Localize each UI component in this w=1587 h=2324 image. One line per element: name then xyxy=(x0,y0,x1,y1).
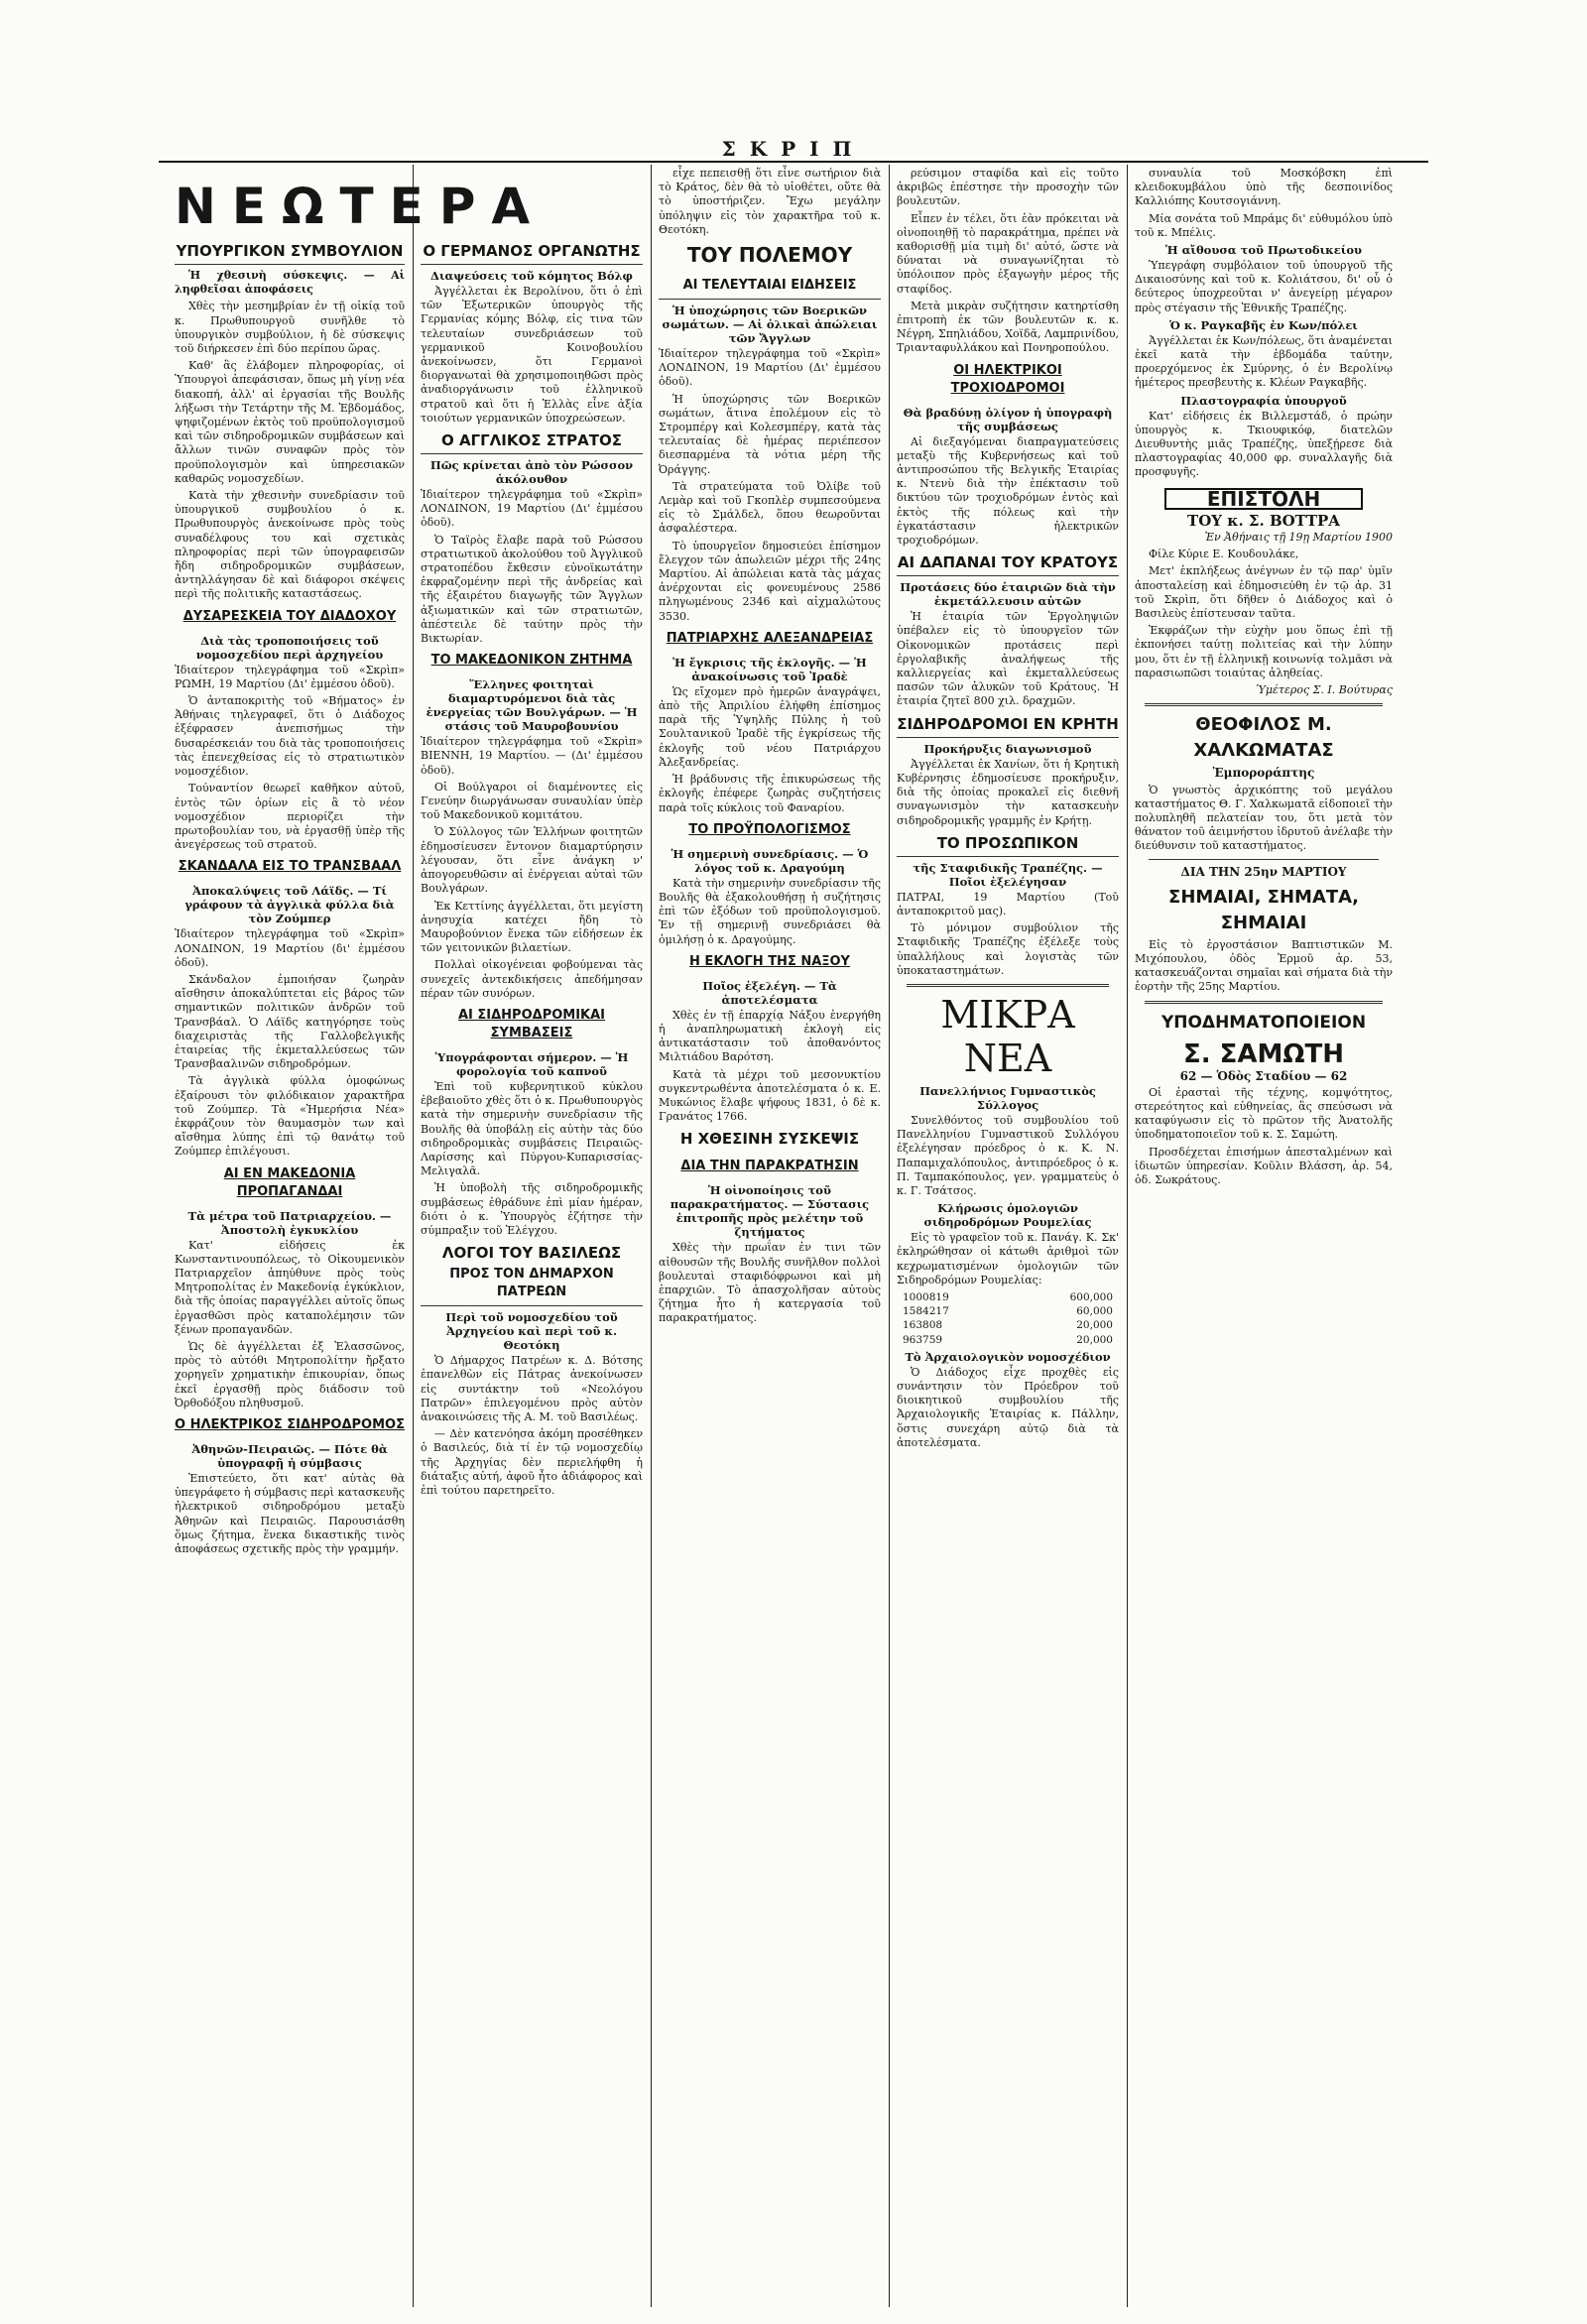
column-2 xyxy=(421,167,643,2324)
dateline: Ἰδιαίτερον τηλεγράφημα τοῦ «Σκρὶπ» ΛΟΝΔΙΝΟΝ, 19 Μαρτίου (δι' ἐμμέσου ὁδοῦ). xyxy=(175,927,405,969)
article-subhead: Ἕλληνες φοιτηταὶ διαμαρτυρόμενοι διὰ τὰς ἐνεργείας τῶν Βουλγάρων. — Ἡ στάσις τοῦ Μαυροβουνίου xyxy=(426,677,638,734)
lottery-table xyxy=(897,1290,1119,1347)
table-row xyxy=(897,1290,1119,1304)
article-text: Ὁ Ταϊρὸς ἔλαβε παρὰ τοῦ Ρώσσου στρατιωτικοῦ ἀκολούθου τοῦ Ἀγγλικοῦ στρατοπέδου ἔκθεσιν εὐνοϊκωτάτην ἐκφραζομένην περὶ τῆς ἀνδρείας καὶ τῆς ἐξαιρέτου διαγωγῆς τῶν Ἄγγλων ἀξιωματικῶν καὶ τῶν στρατιωτῶν, ἀπέστειλε δὲ ταύτην πρὸς τὴν Βικτωρίαν. xyxy=(421,533,643,646)
section-heading: ΛΟΓΟΙ ΤΟΥ ΒΑΣΙΛΕΩΣ xyxy=(441,1244,622,1263)
article-subhead: Ἡ οἰνοποίησις τοῦ παρακρατήματος. — Σύστασις ἐπιτροπῆς πρὸς μελέτην τοῦ ζητήματος xyxy=(670,1183,870,1240)
section-heading: ΣΚΑΝΔΑΛΑ ΕΙΣ ΤΟ ΤΡΑΝΣΒΑΑΛ xyxy=(178,859,402,875)
article-subhead: Πλαστογραφία ὑπουργοῦ xyxy=(1180,393,1347,408)
dateline: ΠΑΤΡΑΙ, 19 Μαρτίου (Τοῦ ἀνταποκριτοῦ μας). xyxy=(897,890,1119,917)
table-cell: 600,000 xyxy=(1069,1290,1113,1303)
section-heading: ΤΟ ΠΡΟΫΠΟΛΟΓΙΣΜΟΣ xyxy=(688,821,851,837)
letter-salutation: Φίλε Κύριε Ε. Κουδουλάκε, xyxy=(1149,548,1299,561)
divider xyxy=(1149,859,1379,860)
section-heading: Η ΧΘΕΣΙΝΗ ΣΥΣΚΕΨΙΣ xyxy=(679,1130,860,1149)
article-subhead: Ἀποκαλύψεις τοῦ Λάϊδς. — Τί γράφουν τὰ ἀγγλικὰ φύλλα διὰ τὸν Ζούμπερ xyxy=(184,884,395,926)
article-subhead: Ὑπογράφονται σήμερον. — Ἡ φορολογία τοῦ καπνοῦ xyxy=(434,1049,629,1078)
section-heading: Η ΕΚΛΟΓΗ ΤΗΣ ΝΑΞΟΥ xyxy=(689,953,850,969)
table-cell: 1000819 xyxy=(903,1290,949,1303)
section-heading: ΤΟ ΜΑΚΕΔΟΝΙΚΟΝ ΖΗΤΗΜΑ xyxy=(430,653,633,669)
dateline: Ἰδιαίτερον τηλεγράφημα τοῦ «Σκρὶπ» ΛΟΝΔΙΝΟΝ, 19 Μαρτίου (Δι' ἐμμέσου ὁδοῦ). xyxy=(421,488,643,530)
article-text: Ὁ Δήμαρχος Πατρέων κ. Δ. Βότσης ἐπανελθὼν εἰς Πάτρας ἀνεκοίνωσεν εἰς συντάκτην τοῦ «Νεολόγου Πατρῶν» ἐπιλεγομένου πρὸς αὐτὸν ἀνακοινώσεις τῆς Α. Μ. τοῦ Βασιλέως. xyxy=(421,1354,643,1423)
section-heading: ΑΙ ΤΕΛΕΥΤΑΙΑΙ ΕΙΔΗΣΕΙΣ xyxy=(659,277,881,300)
article-subhead: Διαψεύσεις τοῦ κόμητος Βόλφ xyxy=(430,269,633,283)
article-text: Οἱ Βούλγαροι οἱ διαμένοντες εἰς Γενεύην διωργάνωσαν συναυλίαν ὑπὲρ τοῦ Μακεδονικοῦ κομιτάτου. xyxy=(421,780,643,822)
article-text: Ἀγγέλλεται ἐκ Χανίων, ὅτι ἡ Κρητικὴ Κυβέρνησις ἐδημοσίευσε προκήρυξιν, διὰ τῆς ὁποίας προκαλεῖ εἰς διεθνῆ συναγωνισμὸν τὴν κατασκευὴν σιδηροδρομικῆς γραμμῆς ἐν Κρήτῃ. xyxy=(897,757,1119,827)
article-text: Σκάνδαλον ἐμποιήσαν ζωηρὰν αἴσθησιν ἀποκαλύπτεται εἰς βάρος τῶν σημαντικῶν πολιτικῶν ἀνδρῶν τοῦ Τρανσβάαλ. Ὁ Λάϊδς κατηγόρησε τοὺς διαχειριστὰς τῆς Γαλλοβελγικῆς ἑταιρείας τῆς ἐκμεταλλεύσεως τῶν Τρανσβααλινῶν σιδηροδρόμων. xyxy=(175,972,405,1071)
column-5 xyxy=(1135,167,1393,2324)
article-subhead: Προτάσεις δύο ἑταιριῶν διὰ τὴν ἐκμετάλλευσιν αὐτῶν xyxy=(900,580,1116,609)
ad-subtitle: Ἐμποροράπτης xyxy=(1212,766,1315,781)
section-heading: ΥΠΟΥΡΓΙΚΟΝ ΣΥΜΒΟΥΛΙΟΝ xyxy=(175,242,405,265)
table-cell: 963759 xyxy=(903,1333,943,1346)
dateline: Ἰδιαίτερον τηλεγράφημα τοῦ «Σκρὶπ» ΡΩΜΗ, 19 Μαρτίου (Δι' ἐμμέσου ὁδοῦ). xyxy=(175,663,405,690)
signature: Ὑμέτερος Σ. Ι. Βούτυρας xyxy=(1256,683,1393,697)
article-text: Κατὰ τὰ μέχρι τοῦ μεσονυκτίου συγκεντρωθέντα ἀποτελέσματα ὁ κ. Ε. Μυκώνιος ἔλαβε ψήφους 1831, ὁ δὲ κ. Γρανάτος 1766. xyxy=(659,1067,881,1124)
article-text: Ἡ ὑποχώρησις τῶν Βοερικῶν σωμάτων, ἅτινα ἐπολέμουν εἰς τὸ Στρομπέργ καὶ Κολεσμπέργ, κατὰ τὰς τελευταίας δὲ ἡμέρας περιέπεσον διεσπαρμένα τὰ νότια μέρη τῆς Ὀράγγης. xyxy=(659,392,881,476)
article-text: Τὰ στρατεύματα τοῦ Ὀλίβε τοῦ Λεμὰρ καὶ τοῦ Γκοπλὲρ συμπεσούμενα εἰς τὸ Σμάλδελ, ὅπου θεωροῦνται ἀσφαλέστερα. xyxy=(659,479,881,536)
article-text: Μετ' ἐκπλήξεως ἀνέγνων ἐν τῷ παρ' ὑμῖν ἀποσταλείσῃ καὶ ἐδημοσιεύθη ἐν τῷ ἀρ. 31 τοῦ Σκρὶπ, ὅτι δῆθεν ὁ Διάδοχος καὶ ὁ Βασιλεὺς ἐπίστευσαν ταῦτα. xyxy=(1135,564,1393,621)
article-subhead: τῆς Σταφιδικῆς Τραπέζης. — Ποῖοι ἐξελέγησαν xyxy=(913,860,1103,889)
article-text: Χθὲς τὴν μεσημβρίαν ἐν τῇ οἰκίᾳ τοῦ κ. Πρωθυπουργοῦ συνῆλθε τὸ ὑπουργικὸν συμβούλιον, ἡ δὲ σύσκεψις τοῦ διήρκεσεν ἐπὶ δύο περίπου ὥρας. xyxy=(175,300,405,356)
article-subhead: Ὁ κ. Ραγκαβῆς ἐν Κων/πόλει xyxy=(1169,317,1358,332)
article-text: Τὸ μόνιμον συμβούλιον τῆς Σταφιδικῆς Τραπέζης ἐξέλεξε τοὺς ὑπαλλήλους καὶ λογιστὰς τῶν ὑποκαταστημάτων. xyxy=(897,921,1119,977)
divider xyxy=(1145,1001,1383,1004)
article-text: Κατὰ τὴν σημερινὴν συνεδρίασιν τῆς Βουλῆς θὰ ἐξακολουθήσῃ ἡ συζήτησις ἐπὶ τῶν ἐξόδων τοῦ προϋπολογισμοῦ. Ἐν τῇ σημερινῇ συνεδριάσει θὰ ὁμιλήσῃ ὁ κ. Δραγούμης. xyxy=(659,876,881,946)
page-title: ΝΕΩΤΕΡΑ xyxy=(175,178,547,235)
article-text: Κατὰ τὴν χθεσινὴν συνεδρίασιν τοῦ ὑπουργικοῦ συμβουλίου ὁ κ. Πρωθυπουργὸς ἀνεκοίνωσε πρὸς τοὺς συναδέλφους του καὶ σχετικὰς πληροφορίας περὶ τῶν ὑπογραφεισῶν ἤδη σιδηροδρομικῶν συμβάσεων, ἀντηλλάγησαν δὲ καὶ διάφοροι σκέψεις περὶ τῆς πολιτικῆς καταστάσεως. xyxy=(175,489,405,601)
article-text: Τὸ ὑπουργεῖον δημοσιεύει ἐπίσημον ἔλεγχον τῶν ἀπωλειῶν μέχρι τῆς 24ης Μαρτίου. Αἱ ἀπώλειαι κατὰ τὰς μάχας ἀνέρχονται εἰς φονευμένους 2586 πληγωμένους 2346 καὶ αἰχμαλώτους 3530. xyxy=(659,539,881,623)
article-text: Ὡς δὲ ἀγγέλλεται ἐξ Ἐλασσῶνος, πρὸς τὸ αὐτόθι Μητροπολίτην ἤρξατο χορηγεῖν χρηματικὴν ἐπικουρίαν, ὅπως ἐκεῖ ἐργασθῇ πρὸς διάδοσιν τοῦ Ὀρθοδόξου πληθυσμοῦ. xyxy=(175,1339,405,1409)
article-subhead: Τὸ Ἀρχαιολογικὸν νομοσχέδιον xyxy=(905,1349,1111,1364)
section-heading: Ο ΓΕΡΜΑΝΟΣ ΟΡΓΑΝΩΤΗΣ xyxy=(421,242,643,265)
ad-text: Εἰς τὸ ἐργοστάσιον Βαπτιστικῶν Μ. Μιχόπουλου, ὁδὸς Ἑρμοῦ ἀρ. 53, κατασκευάζονται σημαῖαι καὶ σήματα διὰ τὴν ἑορτὴν τῆς 25ης Μαρτίου. xyxy=(1135,937,1393,994)
article-subhead: Ἀθηνῶν-Πειραιῶς. — Πότε θὰ ὑπογραφῇ ἡ σύμβασις xyxy=(191,1442,388,1470)
article-text: Ὁ ἀνταποκριτὴς τοῦ «Βήματος» ἐν Ἀθήναις τηλεγραφεῖ, ὅτι ὁ Διάδοχος ἐξέφρασεν ἀνεπισήμως τὴν δυσαρέσκειάν του διὰ τὰς τροποποιήσεις τὰς ἐπενεχθείσας εἰς τὸ στρατιωτικὸν νομοσχέδιον. xyxy=(175,694,405,779)
article-subhead: Τὰ μέτρα τοῦ Πατριαρχείου. — Ἀποστολὴ ἐγκυκλίου xyxy=(187,1208,392,1237)
column-4 xyxy=(897,167,1119,2324)
article-subhead: Ἡ σημερινὴ συνεδρίασις. — Ὁ λόγος τοῦ κ. Δραγούμη xyxy=(671,846,869,875)
section-heading: ΟΙ ΗΛΕΚΤΡΙΚΟΙ ΤΡΟΧΙΟΔΡΟΜΟΙ xyxy=(950,362,1065,396)
section-heading: ΔΙΑ ΤΗΝ ΠΑΡΑΚΡΑΤΗΣΙΝ xyxy=(680,1159,859,1174)
article-subhead: Πανελλήνιος Γυμναστικὸς Σύλλογος xyxy=(919,1083,1096,1112)
article-subhead: Ἡ ἔγκρισις τῆς ἐκλογῆς. — Ἡ ἀνακοίνωσις τοῦ Ἰραδὲ xyxy=(672,655,867,683)
article-text: Χθὲς τὴν πρωΐαν ἐν τινι τῶν αἰθουσῶν τῆς Βουλῆς συνῆλθον πολλοὶ βουλευταὶ σταφιδόφρωνοι καὶ μὴ ἐπαρχιῶν. Τὸ ἀπασχολῆσαν αὐτοὺς ζήτημα ἦτο ἡ κατεργασία τοῦ παρακρατήματος. xyxy=(659,1241,881,1325)
article-text: Ὡς εἴχομεν πρὸ ἡμερῶν ἀναγράψει, ἀπὸ τῆς Ἀπριλίου ἐλήφθη ἐπίσημος παρὰ τῆς Ὑψηλῆς Πύλης ἡ τοῦ Σουλτανικοῦ Ἰραδὲ τῆς ἐγκρίσεως τῆς ἐκλογῆς τοῦ νέου Πατριάρχου Ἀλεξανδρείας. xyxy=(659,684,881,769)
article-text: Ὑπεγράφη συμβόλαιον τοῦ ὑπουργοῦ τῆς Δικαιοσύνης καὶ τοῦ κ. Κολιάτσου, δι' οὗ ὁ δεύτερος ὑποχρεοῦται ν' ἀνεγείρῃ μέγαρον πρὸς στέγασιν τῆς Ἐθνικῆς Τραπέζης. xyxy=(1135,259,1393,314)
ad-title: Σ. ΣΑΜΩΤΗ xyxy=(1182,1039,1345,1069)
letter-author: ΤΟΥ κ. Σ. ΒΟΤΤΡΑ xyxy=(1187,511,1340,530)
article-subhead: Περὶ τοῦ νομοσχεδίου τοῦ Ἀρχηγείου καὶ περὶ τοῦ κ. Θεοτόκη xyxy=(445,1310,618,1353)
table-row xyxy=(897,1304,1119,1318)
column-3 xyxy=(659,167,881,2324)
letter-date: Ἐν Ἀθήναις τῇ 19ῃ Μαρτίου 1900 xyxy=(1204,531,1393,545)
article-text: εἶχε πεπεισθῇ ὅτι εἶνε σωτήριον διὰ τὸ Κράτος, δὲν θὰ τὸ υἱοθέτει, οὔτε θὰ τὸ ὑποστήριζεν. Ἔχω μεγάλην ὑπόληψιν εἰς τὸν χαρακτῆρα τοῦ κ. Θεοτόκη. xyxy=(659,167,881,236)
section-heading: ΤΟ ΠΡΟΣΩΠΙΚΟΝ xyxy=(897,834,1119,857)
column-divider xyxy=(889,165,890,2307)
ad-title: ΘΕΟΦΙΛΟΣ Μ. ΧΑΛΚΩΜΑΤΑΣ xyxy=(1193,714,1334,762)
article-subhead: Διὰ τὰς τροποποιήσεις τοῦ νομοσχεδίου περὶ ἀρχηγείου xyxy=(195,633,384,662)
table-cell: 1584217 xyxy=(903,1305,949,1318)
article-subhead: Προκήρυξις διαγωνισμοῦ xyxy=(923,741,1092,756)
article-text: Ὁ Σύλλογος τῶν Ἑλλήνων φοιτητῶν ἐδημοσίευσεν ἔντονον διαμαρτύρησιν λέγουσαν, ὅτι εἶνε ἀνάγκη ν' ἀπογορευθῶσιν αἱ ἐνέργειαι αὐταὶ τῶν Βουλγάρων. xyxy=(421,825,643,896)
article-text: Κατ' εἰδήσεις ἐκ Βιλλεμστάδ, ὁ πρώην ὑπουργὸς κ. Τκιουφικόφ, διατελῶν Διευθυντὴς μιᾶς Τραπέζης, ὑπεξῄρεσε διὰ πλαστογραφίας 40,000 φρ. συναλλαγῆς διὰ προσφυγῆς. xyxy=(1135,409,1393,479)
article-subhead: Πῶς κρίνεται ἀπὸ τὸν Ρώσσον ἀκόλουθον xyxy=(429,458,634,487)
article-text: Εἶπεν ἐν τέλει, ὅτι ἐὰν πρόκειται νὰ οἰνοποιηθῇ τὸ παρακράτημα, πρέπει νὰ καθορισθῇ μία τιμὴ δι' αὐτό, ὥστε νὰ δύναται νὰ συναγωνίζηται τὸ ὑπόλοιπον πρὸς ἐξαγωγὴν μέρος τῆς σταφίδος. xyxy=(897,211,1119,296)
article-text: Τούναντίον θεωρεῖ καθῆκον αὐτοῦ, ἐντὸς τῶν ὁρίων εἰς ἃ τὸ νέον νομοσχέδιον περιορίζει τὴν πρωτοβουλίαν του, νὰ ἐργασθῇ ὑπὲρ τῆς ἀνεγέρσεως τοῦ στρατοῦ. xyxy=(175,782,405,852)
section-heading: ΑΙ ΕΝ ΜΑΚΕΔΟΝΙΑ ΠΡΟΠΑΓΑΝΔΑΙ xyxy=(223,1165,356,1199)
article-subhead: Ποῖος ἐξελέγη. — Τὰ ἀποτελέσματα xyxy=(702,978,837,1007)
ad-text: Οἱ ἐρασταὶ τῆς τέχνης, κομψότητος, στερεότητος καὶ εὐθηνείας, ἃς σπεύσωσι νὰ καταφύγωσιν εἰς τὸ πρῶτον τῆς Ἀνατολῆς ὑποδηματοποιεῖον τοῦ κ. Σ. Σαμώτη. xyxy=(1135,1085,1393,1142)
article-subhead: Θὰ βραδύνῃ ὀλίγον ἡ ὑπογραφὴ τῆς συμβάσεως xyxy=(903,405,1113,433)
article-text: Μετὰ μικρὰν συζήτησιν κατηρτίσθη ἐπιτροπὴ ἐκ τῶν βουλευτῶν κ. κ. Νέγρη, Σπηλιάδου, Χοϊδᾶ, Λαμπρινίδου, Τριανταφυλλάκου καὶ Πονηροπούλου. xyxy=(897,299,1119,355)
article-text: Πολλαὶ οἰκογένειαι φοβούμεναι τὰς συνεχεῖς ἀντεκδικήσεις ἀπεδήμησαν πέραν τῶν συνόρων. xyxy=(421,958,643,1000)
column-divider xyxy=(1127,165,1128,2307)
article-text: Αἱ διεξαγόμεναι διαπραγματεύσεις μεταξὺ τῆς Κυβερνήσεως καὶ τοῦ ἀντιπροσώπου τῆς Βελγικῆς Ἑταιρίας κ. Ντενὺ διὰ τὴν ἐπέκτασιν τοῦ δικτύου τῶν τροχιοδρόμων ἐντὸς καὶ ἐκτὸς τῆς πόλεως καὶ τὴν ἐγκατάστασιν ἠλεκτρικῶν τροχιοδρόμων. xyxy=(897,434,1119,548)
section-heading: ΔΥΣΑΡΕΣΚΕΙΑ ΤΟΥ ΔΙΑΔΟΧΟΥ xyxy=(183,608,397,624)
section-heading: Ο ΑΓΓΛΙΚΟΣ ΣΤΡΑΤΟΣ xyxy=(421,431,643,454)
table-cell: 20,000 xyxy=(1076,1333,1113,1346)
article-lead: Ἡ χθεσινὴ σύσκεψις. — Αἱ ληφθεῖσαι ἀποφάσεις xyxy=(175,269,405,297)
divider xyxy=(1145,703,1383,706)
article-text: Χθὲς ἐν τῇ ἐπαρχίᾳ Νάξου ἐνεργήθη ἡ ἀναπληρωματικὴ ἐκλογὴ εἰς ἀντικατάστασιν τοῦ ἀποθανόντος Μιλτιάδου Βαρότση. xyxy=(659,1008,881,1064)
column-divider xyxy=(413,165,414,2307)
article-text: Κατ' εἰδήσεις ἐκ Κωνσταντινουπόλεως, τὸ Οἰκουμενικὸν Πατριαρχεῖον ἀπηύθυνε πρὸς τοὺς Μητροπολίτας ἐν Μακεδονίᾳ ἐγκύκλιον, διὰ τῆς ὁποίας παραγγέλλει αὐτοῖς ὅπως ἐργασθῶσι πρὸς καταπολέμησιν τῶν ξένων προπαγανδῶν. xyxy=(175,1238,405,1336)
ad-title: ΥΠΟΔΗΜΑΤΟΠΟΙΕΙΟΝ xyxy=(1160,1012,1367,1033)
ad-text: Προσδέχεται ἐπισήμων ἀπεσταλμένων καὶ ἰδιωτῶν ὑπηρεσίαν. Κοῦλιν Βλάσση, ἀρ. 54, ὁδ. Σωκράτους. xyxy=(1135,1145,1393,1186)
section-heading: ΣΙΔΗΡΟΔΡΟΜΟΙ ΕΝ ΚΡΗΤΗ xyxy=(897,715,1119,738)
article-text: Ἡ ὑποβολὴ τῆς σιδηροδρομικῆς συμβάσεως ἐθράδυνε ἐπὶ μίαν ἡμέραν, διότι ὁ κ. Ὑπουργὸς ἐζήτησε τὴν σύμπραξιν τοῦ Ἐλέγχου. xyxy=(421,1181,643,1237)
article-text: Συνελθόντος τοῦ συμβουλίου τοῦ Πανελληνίου Γυμναστικοῦ Συλλόγου ἐξελέγησαν πρόεδρος ὁ κ. Κ. Ν. Παπαμιχαλόπουλος, ἀντιπρόεδρος ὁ κ. Π. Ταμπακόπουλος, γεν. γραμματεὺς ὁ κ. Γ. Τσάτσος. xyxy=(897,1113,1119,1197)
masthead: ΣΚΡΙΠ xyxy=(721,137,866,161)
section-heading: ΤΟΥ ΠΟΛΕΜΟΥ xyxy=(686,243,853,268)
article-text: Ἐπὶ τοῦ κυβερνητικοῦ κύκλου ἐβεβαιοῦτο χθὲς ὅτι ὁ κ. Πρωθυπουργὸς κατὰ τὴν σημερινὴν συνεδρίασιν τῆς Βουλῆς θὰ ὑποβάλῃ εἰς αὐτὴν τὰς δύο σιδηροδρομικὰς συμβάσεις Πειραιῶς-Λαρίσσης καὶ Πύργου-Κυπαρισσίας-Μελιγαλᾶ. xyxy=(421,1079,643,1178)
letter-heading: ΕΠΙΣΤΟΛΗ xyxy=(1164,488,1363,510)
dateline: Ἰδιαίτερον τηλεγράφημα τοῦ «Σκρὶπ» ΒΙΕΝΝΗ, 19 Μαρτίου. — (Δι' ἐμμέσου ὁδοῦ). xyxy=(421,735,643,777)
dateline: Ἰδιαίτερον τηλεγράφημα τοῦ «Σκρὶπ» ΛΟΝΔΙΝΟΝ, 19 Μαρτίου (Δι' ἐμμέσου ὁδοῦ). xyxy=(659,347,881,389)
masthead-rule xyxy=(159,161,1428,163)
article-text: Ἐκφράζων τὴν εὐχὴν μου ὅπως ἐπὶ τῇ ἐκπονήσει ταύτῃ πολιτείας καὶ τὴν λύπην μου, ὅτι ἐν τῇ ἑλληνικῇ κοινωνίᾳ τολμᾶσι νὰ παρασιωπῶσι τοιαύτας ἀληθείας. xyxy=(1135,624,1393,679)
table-cell: 163808 xyxy=(903,1319,943,1332)
table-cell: 60,000 xyxy=(1076,1305,1113,1318)
article-text: Ἀγγέλλεται ἐκ Κων/πόλεως, ὅτι ἀναμένεται ἐκεῖ κατὰ τὴν ἑβδομάδα ταύτην, προερχόμενος ἐκ Σμύρνης, ὁ ἐν Βερολίνῳ ἡμέτερος πρεσβευτὴς κ. Κλέων Ραγκαβῆς. xyxy=(1135,333,1393,390)
article-text: Καθ' ἃς ἐλάβομεν πληροφορίας, οἱ Ὑπουργοὶ ἀπεφάσισαν, ὅπως μὴ γίνῃ νέα διακοπή, ἀλλ' αἱ ἐργασίαι τῆς Βουλῆς λήξωσι τὴν Τετάρτην τῆς Μ. Ἑβδομάδος, ψηφιζομένων ἐκτὸς τοῦ προϋπολογισμοῦ καὶ τῶν σιδηροδρομικῶν συμβάσεων καὶ ἄλλων τινῶν συναφῶν πρὸς τὸν προϋπολογισμὸν καὶ ὑπηρεσιακῶν καθαρῶς νομοσχεδίων. xyxy=(175,359,405,485)
article-subhead: Ἡ αἴθουσα τοῦ Πρωτοδικείου xyxy=(1165,243,1362,258)
column-divider xyxy=(651,165,652,2307)
article-text: Τὰ ἀγγλικὰ φύλλα ὁμοφώνως ἐξαίρουσι τὸν φιλόδικαιον χαρακτῆρα τοῦ Ζούμπερ. Τὰ «Ἡμερήσια Νέα» ἐκφράζουν τὸν θαυμασμὸν των καὶ αἴσθημα λύπης ἐπὶ τῷ θανάτῳ τοῦ Ζούμπερ ἐπιλέγουσι. xyxy=(175,1074,405,1159)
section-heading: ΑΙ ΔΑΠΑΝΑΙ ΤΟΥ ΚΡΑΤΟΥΣ xyxy=(897,553,1119,576)
article-text: Ἀγγέλλεται ἐκ Βερολίνου, ὅτι ὁ ἐπὶ τῶν Ἐξωτερικῶν ὑπουργὸς τῆς Γερμανίας κόμης Βόλφ, εἰς τινα τῶν τελευταίων συνεδριάσεων τοῦ γερμανικοῦ Κοινοβουλίου ἀνεκοίνωσεν, ὅτι Γερμανοὶ διοργανωταὶ θὰ χρησιμοποιηθῶσι πρὸς ἀναδιοργάνωσιν τοῦ ἑλληνικοῦ στρατοῦ καὶ ὅτι ἡ Ἑλλὰς εἶνε ἀξία τοιούτων γερμανικῶν ὑποχρεώσεων. xyxy=(421,285,643,425)
article-text: συναυλία τοῦ Μοσκόβσκη ἐπὶ κλειδοκυμβάλου ὑπὸ τῆς δεσποινίδος Καλλιόπης Κουτσογιάννη. xyxy=(1135,167,1393,208)
article-subhead: Ἡ ὑποχώρησις τῶν Βοερικῶν σωμάτων. — Αἱ ὀλικαὶ ἀπώλειαι τῶν Ἄγγλων xyxy=(662,304,878,346)
article-subhead: Κλήρωσις ὁμολογιῶν σιδηροδρόμων Ρουμελίας xyxy=(923,1201,1092,1230)
divider xyxy=(907,984,1109,987)
article-text: Εἰς τὸ γραφεῖον τοῦ κ. Πανάγ. Κ. Σκ' ἐκληρώθησαν οἱ κάτωθι ἀριθμοὶ τῶν κεχρωματισμένων ὁμολογιῶν τῶν Σιδηροδρόμων Ρουμελίας: xyxy=(897,1231,1119,1286)
ad-text: Ὁ γνωστὸς ἀρχικόπτης τοῦ μεγάλου καταστήματος Θ. Γ. Χαλκωματᾶ εἰδοποιεῖ τὴν πολυπληθῆ πελατείαν του, ὅτι μετὰ τὸν θάνατον τοῦ ἀειμνήστου ἰδρυτοῦ ἀνέλαβε τὴν διεύθυνσιν τοῦ καταστήματος. xyxy=(1135,783,1393,853)
article-text: Ἡ βράδυνσις τῆς ἐπικυρώσεως τῆς ἐκλογῆς ἐπέφερε ζωηρὰς συζητήσεις παρὰ τοῖς κύκλοις τοῦ Φαναρίου. xyxy=(659,773,881,814)
table-row xyxy=(897,1318,1119,1332)
section-heading: ΠΑΤΡΙΑΡΧΗΣ ΑΛΕΞΑΝΔΡΕΙΑΣ xyxy=(666,630,874,646)
article-text: Ἐπιστεύετο, ὅτι κατ' αὐτὰς θὰ ὑπεγράφετο ἡ σύμβασις περὶ κατασκευῆς ἠλεκτρικοῦ σιδηροδρόμου μεταξὺ Ἀθηνῶν καὶ Πειραιῶς. Παρουσιάσθη ὅμως ζήτημα, ἕνεκα δικαστικῆς τινὸς ἀποφάσεως σχετικῆς πρὸς τὴν γραμμήν. xyxy=(175,1472,405,1556)
section-heading: ΑΙ ΣΙΔΗΡΟΔΡΟΜΙΚΑΙ ΣΥΜΒΑΣΕΙΣ xyxy=(457,1007,606,1040)
article-text: Ἐκ Κεττίνης ἀγγέλλεται, ὅτι μεγίστη ἀνησυχία κατέχει ἤδη τὸ Μαυροβούνιον ἕνεκα τῶν εἰδήσεων ἐκ τῶν γειτονικῶν βιλαετίων. xyxy=(421,899,643,955)
table-row xyxy=(897,1333,1119,1347)
ad-subtitle: ΔΙΑ ΤΗΝ 25ην ΜΑΡΤΙΟΥ xyxy=(1180,864,1347,879)
article-text: Ὁ Διάδοχος εἶχε προχθὲς εἰς συνάντησιν τὸν Πρόεδρον τοῦ διοικητικοῦ συμβουλίου τῆς Ἀρχαιολογικῆς Ἑταιρίας κ. Πάλλην, ὅστις συνεχάρη αὐτῷ διὰ τὰ ἀποτελέσματα. xyxy=(897,1365,1119,1449)
article-text: — Δὲν κατενόησα ἀκόμη προσέθηκεν ὁ Βασιλεύς, διὰ τί ἐν τῷ νομοσχεδίῳ τῆς Ἀρχηγίας δὲν περιελήφθη ἡ διάταξις αὐτή, ἀφοῦ ἦτο ἀδιάφορος καὶ ἐπὶ τούτου παρετηρεῖτο. xyxy=(421,1427,643,1497)
mikra-nea-heading: ΜΙΚΡΑ ΝΕΑ xyxy=(940,992,1075,1080)
article-text: ρεύσιμον σταφίδα καὶ εἰς τοῦτο ἀκριβῶς ἐπέστησε τὴν προσοχὴν τῶν βουλευτῶν. xyxy=(897,167,1119,208)
section-heading: ΠΡΟΣ ΤΟΝ ΔΗΜΑΡΧΟΝ ΠΑΤΡΕΩΝ xyxy=(421,1266,643,1306)
section-heading: Ο ΗΛΕΚΤΡΙΚΟΣ ΣΙΔΗΡΟΔΡΟΜΟΣ xyxy=(175,1417,405,1432)
ad-title: ΣΗΜΑΙΑΙ, ΣΗΜΑΤΑ, ΣΗΜΑΙΑΙ xyxy=(1168,886,1359,933)
article-text: Μία σονάτα τοῦ Μπράμς δι' εὐθυμόλου ὑπὸ τοῦ κ. Μπέλις. xyxy=(1135,211,1393,239)
table-cell: 20,000 xyxy=(1076,1319,1113,1332)
article-text: Ἡ ἑταιρία τῶν Ἐργοληψιῶν ὑπέβαλεν εἰς τὸ ὑπουργεῖον τῶν Οἰκονομικῶν προτάσεις περὶ ἐργολαβικῆς ἀναλήψεως τῆς καλλιεργείας καὶ ἐκμεταλλεύσεως πασῶν τῶν ἀλυκῶν τοῦ Κράτους. Ἡ ἑταιρία ζητεῖ 800 χιλ. δραχμῶν. xyxy=(897,610,1119,708)
ad-address: 62 — Ὁδὸς Σταδίου — 62 xyxy=(1179,1068,1348,1083)
